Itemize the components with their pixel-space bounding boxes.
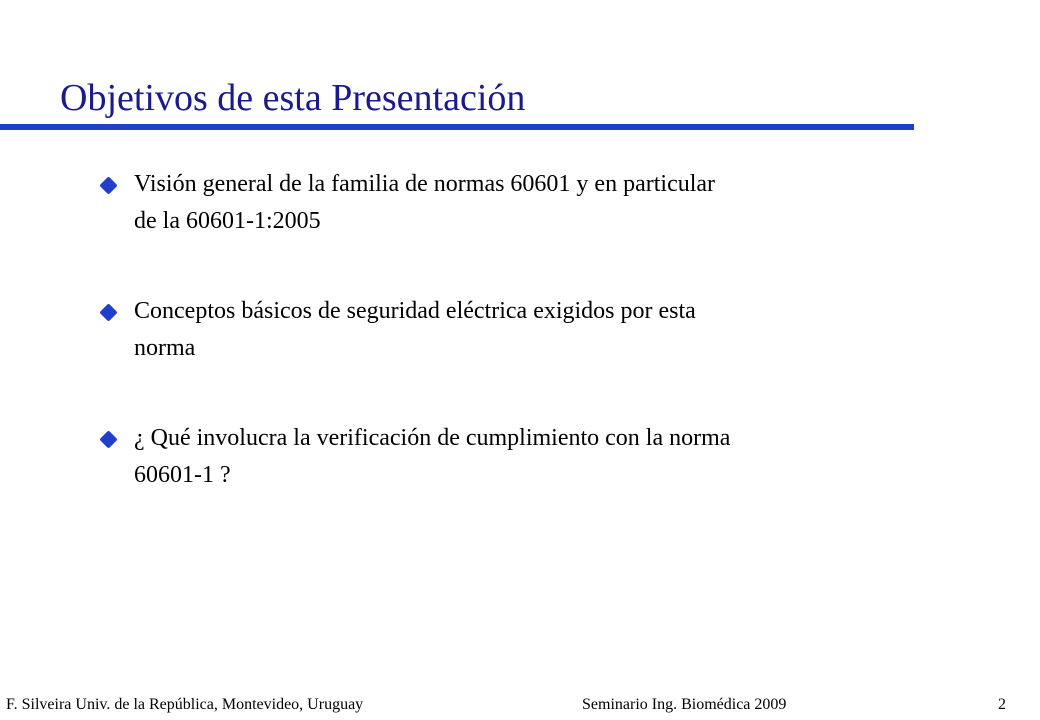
bullet-item: [100, 420, 940, 494]
page-number: 2: [998, 696, 1006, 713]
bullet-text-line: ¿ Qué involucra la verificación de cumplimiento con la norma: [134, 425, 731, 451]
diamond-bullet-icon: [99, 176, 117, 194]
footer-event: Seminario Ing. Biomédica 2009: [582, 696, 787, 713]
bullet-item: [100, 166, 940, 240]
bullet-text-line: 60601-1 ?: [134, 462, 231, 488]
bullet-text-line: Visión general de la familia de normas 60601 y en particular: [134, 171, 716, 197]
diamond-bullet-icon: [99, 303, 117, 321]
title-underline: [0, 124, 914, 130]
slide-title: Objetivos de esta Presentación: [60, 77, 526, 119]
diamond-bullet-icon: [99, 430, 117, 448]
footer-author: F. Silveira Univ. de la República, Montevideo, Uruguay: [6, 696, 364, 713]
bullet-text-line: de la 60601-1:2005: [134, 208, 321, 234]
bullet-list: [100, 166, 940, 494]
slide-footer: [0, 690, 1040, 720]
bullet-item: [100, 293, 940, 367]
bullet-text-line: Conceptos básicos de seguridad eléctrica exigidos por esta: [134, 298, 696, 324]
bullet-text-line: norma: [134, 335, 196, 361]
